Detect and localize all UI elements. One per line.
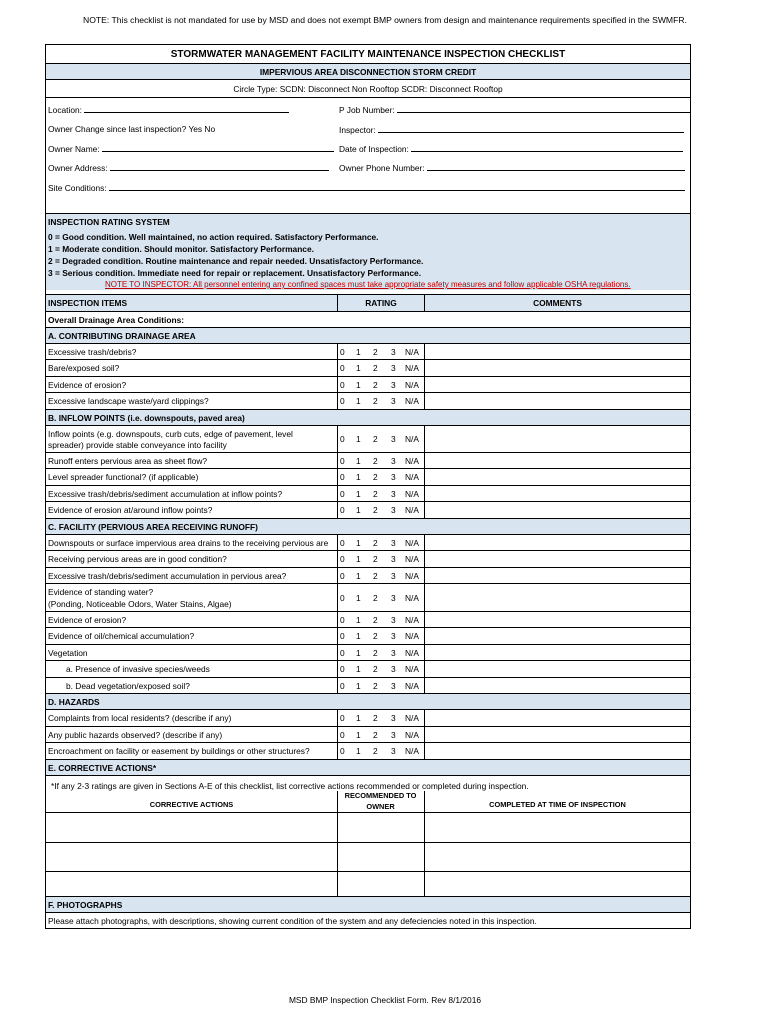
owner-address-line bbox=[110, 162, 329, 171]
rating-option[interactable]: N/A bbox=[405, 680, 419, 691]
comment-cell[interactable] bbox=[425, 612, 690, 627]
item-row bbox=[46, 425, 690, 452]
rating-option[interactable]: 1 bbox=[356, 631, 361, 641]
owner-phone-line bbox=[427, 162, 685, 171]
comment-cell[interactable] bbox=[425, 453, 690, 468]
owner-name-field[interactable] bbox=[48, 143, 334, 154]
rating-option[interactable]: 2 bbox=[373, 537, 378, 548]
item-label: Evidence of erosion? bbox=[48, 614, 127, 625]
rating-option[interactable]: 3 bbox=[391, 537, 396, 548]
rating-option[interactable]: 2 bbox=[373, 647, 378, 658]
rating-option[interactable]: 1 bbox=[356, 488, 361, 499]
rating-option[interactable]: 2 bbox=[373, 396, 378, 406]
rating-option[interactable]: 3 bbox=[391, 729, 396, 740]
p-job-number-line bbox=[397, 104, 691, 113]
rating-option[interactable]: 0 bbox=[340, 396, 345, 406]
comment-cell[interactable] bbox=[425, 535, 690, 550]
rating-option[interactable]: 0 bbox=[340, 472, 345, 482]
p-job-number-field[interactable] bbox=[339, 104, 691, 115]
item-label: Evidence of erosion? bbox=[48, 379, 127, 390]
rating-option[interactable]: N/A bbox=[405, 488, 419, 499]
site-conditions-field[interactable] bbox=[48, 182, 685, 193]
item-label: Downspouts or surface impervious area drains to the receiving pervious are bbox=[48, 537, 329, 548]
rating-option[interactable]: 0 bbox=[340, 647, 345, 658]
comment-cell[interactable] bbox=[425, 393, 690, 409]
rating-option[interactable]: 3 bbox=[391, 647, 396, 658]
col-recommended-line2: OWNER bbox=[366, 802, 395, 811]
rating-option[interactable]: 3 bbox=[391, 379, 396, 390]
rating-option[interactable]: 2 bbox=[373, 729, 378, 740]
rating-option[interactable]: 2 bbox=[373, 680, 378, 691]
rating-option[interactable]: 1 bbox=[356, 363, 361, 373]
item-label: Runoff enters pervious area as sheet flow? bbox=[48, 455, 208, 466]
item-row bbox=[46, 468, 690, 485]
item-row bbox=[46, 501, 690, 518]
item-label: Excessive trash/debris? bbox=[48, 346, 137, 357]
item-label: a. Presence of invasive species/weeds bbox=[66, 664, 210, 674]
rating-option[interactable]: 3 bbox=[391, 396, 396, 406]
item-label: Vegetation bbox=[48, 647, 88, 658]
rating-option[interactable]: N/A bbox=[405, 396, 419, 406]
rating-option[interactable]: 0 bbox=[340, 455, 345, 466]
rating-option[interactable]: 3 bbox=[391, 346, 396, 357]
rating-option[interactable]: 1 bbox=[356, 346, 361, 357]
rating-option[interactable]: N/A bbox=[405, 434, 419, 444]
rating-system-box bbox=[46, 213, 690, 290]
location-field[interactable] bbox=[48, 104, 289, 115]
comment-cell[interactable] bbox=[425, 710, 690, 726]
rating-option[interactable]: 3 bbox=[391, 614, 396, 625]
col-inspection-items: INSPECTION ITEMS bbox=[48, 298, 128, 308]
item-row bbox=[46, 534, 690, 550]
item-row bbox=[46, 611, 690, 627]
col-comments: COMMENTS bbox=[533, 298, 582, 308]
disclaimer-note: NOTE: This checklist is not mandated for use by MSD and does not exempt BMP owners from design and maintenance requirements specified in the SWMFR. bbox=[83, 15, 687, 25]
item-label: Evidence of oil/chemical accumulation? bbox=[48, 631, 195, 641]
item-row bbox=[46, 644, 690, 660]
inspector-line bbox=[378, 124, 684, 133]
corrective-entry-row[interactable] bbox=[46, 812, 690, 842]
location-label: Location: bbox=[48, 105, 82, 115]
checklist-form bbox=[45, 44, 691, 929]
rating-option[interactable]: 1 bbox=[356, 570, 361, 581]
comment-cell[interactable] bbox=[425, 344, 690, 359]
rating-option[interactable]: N/A bbox=[405, 592, 419, 603]
rating-option[interactable]: 1 bbox=[356, 713, 361, 723]
item-label-cont: (Ponding, Noticeable Odors, Water Stains, Algae) bbox=[48, 599, 232, 609]
section-a-heading: A. CONTRIBUTING DRAINAGE AREA bbox=[48, 330, 196, 341]
rating-option[interactable]: 2 bbox=[373, 631, 378, 641]
rating-option[interactable]: 3 bbox=[391, 434, 396, 444]
rating-option[interactable]: 1 bbox=[356, 664, 361, 674]
rating-option[interactable]: N/A bbox=[405, 631, 419, 641]
rating-option[interactable]: 0 bbox=[340, 434, 345, 444]
rating-option[interactable]: 0 bbox=[340, 729, 345, 740]
item-label: Complaints from local residents? (describe if any) bbox=[48, 713, 232, 723]
item-label: Inflow points (e.g. downspouts, curb cuts, edge of pavement, level bbox=[48, 429, 293, 439]
rating-option[interactable]: 0 bbox=[340, 570, 345, 581]
rating-option[interactable]: 0 bbox=[340, 346, 345, 357]
rating-option[interactable]: 1 bbox=[356, 455, 361, 466]
form-subtitle: IMPERVIOUS AREA DISCONNECTION STORM CREDIT bbox=[259, 66, 477, 77]
circle-type: Circle Type: SCDN: Disconnect Non Rooftop SCDR: Disconnect Rooftop bbox=[233, 83, 503, 94]
section-d-heading: D. HAZARDS bbox=[48, 696, 100, 707]
rating-option[interactable]: N/A bbox=[405, 363, 419, 373]
item-label: Any public hazards observed? (describe if any) bbox=[48, 729, 223, 740]
rating-option[interactable]: 0 bbox=[340, 680, 345, 691]
item-row bbox=[46, 550, 690, 567]
corrective-header-row bbox=[46, 791, 690, 812]
rating-option[interactable]: 1 bbox=[356, 434, 361, 444]
photographs-text: Please attach photographs, with descriptions, showing current condition of the system and any defeciencies noted in this inspection. bbox=[48, 916, 537, 926]
rating-option[interactable]: N/A bbox=[405, 647, 419, 658]
section-f-heading-row bbox=[46, 896, 690, 912]
rating-option[interactable]: 3 bbox=[391, 455, 396, 466]
rating-option[interactable]: N/A bbox=[405, 379, 419, 390]
rating-option[interactable]: 0 bbox=[340, 505, 345, 515]
rating-option[interactable]: 2 bbox=[373, 570, 378, 581]
item-label: Excessive trash/debris/sediment accumulation in pervious area? bbox=[48, 570, 287, 581]
date-of-inspection-field[interactable] bbox=[339, 143, 683, 154]
item-row bbox=[46, 627, 690, 644]
rating-option[interactable]: 3 bbox=[391, 631, 396, 641]
col-corrective-actions: CORRECTIVE ACTIONS bbox=[149, 800, 234, 809]
rating-option[interactable]: 0 bbox=[340, 379, 345, 390]
rating-option[interactable]: 2 bbox=[373, 455, 378, 466]
rating-option[interactable]: 0 bbox=[340, 664, 345, 674]
comment-cell[interactable] bbox=[425, 502, 690, 518]
item-row bbox=[46, 567, 690, 583]
rating-option[interactable]: 0 bbox=[340, 592, 345, 603]
col-rating: RATING bbox=[365, 298, 397, 308]
date-of-inspection-label: Date of Inspection: bbox=[339, 144, 409, 154]
inspector-safety-note: NOTE TO INSPECTOR: All personnel entering any confined spaces must take appropriate safety measures and follow applicable OSHA regulations. bbox=[105, 280, 631, 289]
rating-option[interactable]: 3 bbox=[391, 680, 396, 691]
photographs-row bbox=[46, 912, 690, 929]
corrective-note: *If any 2-3 ratings are given in Sections A-E of this checklist, list corrective actions recommended or completed during inspection. bbox=[51, 781, 529, 791]
item-row bbox=[46, 742, 690, 759]
rating-option[interactable]: 1 bbox=[356, 396, 361, 406]
location-line bbox=[84, 104, 289, 113]
rating-option[interactable]: 1 bbox=[356, 505, 361, 515]
rating-option[interactable]: 1 bbox=[356, 592, 361, 603]
section-f-heading: F. PHOTOGRAPHS bbox=[48, 899, 123, 910]
rating-option[interactable]: 2 bbox=[373, 713, 378, 723]
col-recommended-line1: RECOMMENDED TO bbox=[344, 791, 417, 800]
rating-option[interactable]: 2 bbox=[373, 434, 378, 444]
rating-option[interactable]: 1 bbox=[356, 647, 361, 658]
rating-option[interactable]: 0 bbox=[340, 631, 345, 641]
rating-option[interactable]: 2 bbox=[373, 505, 378, 515]
rating-option[interactable]: 2 bbox=[373, 363, 378, 373]
comment-cell[interactable] bbox=[425, 469, 690, 485]
col-completed: COMPLETED AT TIME OF INSPECTION bbox=[489, 800, 626, 809]
comment-cell[interactable] bbox=[425, 645, 690, 660]
rating-option[interactable]: 1 bbox=[356, 554, 361, 564]
rating-option[interactable]: N/A bbox=[405, 664, 419, 674]
rating-option[interactable]: 0 bbox=[340, 363, 345, 373]
comment-cell[interactable] bbox=[425, 377, 690, 392]
rating-option[interactable]: 1 bbox=[356, 680, 361, 691]
corrective-entry-row[interactable] bbox=[46, 871, 690, 896]
section-b-heading-row bbox=[46, 409, 690, 425]
overall-label: Overall Drainage Area Conditions: bbox=[48, 314, 185, 325]
title-row bbox=[46, 45, 690, 63]
rating-line-1: 1 = Moderate condition. Should monitor. Satisfactory Performance. bbox=[48, 244, 314, 254]
comment-cell[interactable] bbox=[425, 628, 690, 644]
rating-line-2: 2 = Degraded condition. Routine maintenance and repair needed. Unsatisfactory Performance. bbox=[48, 256, 424, 266]
owner-name-label: Owner Name: bbox=[48, 144, 100, 154]
owner-address-label: Owner Address: bbox=[48, 163, 108, 173]
rating-option[interactable]: 2 bbox=[373, 488, 378, 499]
rating-option[interactable]: 0 bbox=[340, 488, 345, 499]
section-c-heading-row bbox=[46, 518, 690, 534]
section-e-heading: E. CORRECTIVE ACTIONS* bbox=[48, 762, 157, 773]
rating-option[interactable]: N/A bbox=[405, 505, 419, 515]
section-a-heading-row bbox=[46, 327, 690, 343]
rating-option[interactable]: 2 bbox=[373, 554, 378, 564]
rating-option[interactable]: N/A bbox=[405, 713, 419, 723]
comment-cell[interactable] bbox=[425, 426, 690, 452]
rating-option[interactable]: 2 bbox=[373, 614, 378, 625]
comment-cell[interactable] bbox=[425, 360, 690, 376]
item-label: Bare/exposed soil? bbox=[48, 363, 120, 373]
owner-change-label: Owner Change since last inspection? Yes No bbox=[48, 124, 216, 134]
inspector-label: Inspector: bbox=[339, 125, 376, 135]
rating-option[interactable]: 0 bbox=[340, 746, 345, 756]
item-label: Excessive trash/debris/sediment accumulation at inflow points? bbox=[48, 488, 283, 499]
form-footer: MSD BMP Inspection Checklist Form. Rev 8/1/2016 bbox=[288, 995, 482, 1005]
form-title: STORMWATER MANAGEMENT FACILITY MAINTENANCE INSPECTION CHECKLIST bbox=[170, 48, 566, 60]
rating-option[interactable]: N/A bbox=[405, 537, 419, 548]
comment-cell[interactable] bbox=[425, 743, 690, 759]
item-label-cont: spreader) provide stable conveyance into facility bbox=[48, 440, 227, 450]
rating-option[interactable]: 3 bbox=[391, 713, 396, 723]
comment-cell[interactable] bbox=[425, 486, 690, 501]
rating-line-0: 0 = Good condition. Well maintained, no action required. Satisfactory Performance. bbox=[48, 232, 379, 242]
item-label: Receiving pervious areas are in good condition? bbox=[48, 554, 227, 564]
item-row bbox=[46, 583, 690, 611]
rating-option[interactable]: 1 bbox=[356, 614, 361, 625]
rating-option[interactable]: 3 bbox=[391, 488, 396, 499]
site-conditions-label: Site Conditions: bbox=[48, 183, 107, 193]
rating-option[interactable]: 2 bbox=[373, 592, 378, 603]
owner-address-field[interactable] bbox=[48, 162, 329, 173]
rating-system-heading: INSPECTION RATING SYSTEM bbox=[48, 217, 170, 227]
item-row bbox=[46, 660, 690, 677]
rating-option[interactable]: 3 bbox=[391, 472, 396, 482]
item-row bbox=[46, 677, 690, 693]
rating-option[interactable]: 3 bbox=[391, 592, 396, 603]
rating-option[interactable]: 1 bbox=[356, 746, 361, 756]
item-row bbox=[46, 343, 690, 359]
comment-cell[interactable] bbox=[425, 551, 690, 567]
item-label: Evidence of standing water? bbox=[48, 587, 154, 597]
rating-option[interactable]: 3 bbox=[391, 363, 396, 373]
item-row bbox=[46, 485, 690, 501]
comment-cell[interactable] bbox=[425, 661, 690, 677]
item-label: Level spreader functional? (if applicable) bbox=[48, 472, 199, 482]
inspector-field[interactable] bbox=[339, 124, 684, 135]
comment-cell[interactable] bbox=[425, 678, 690, 693]
rating-option[interactable]: 1 bbox=[356, 472, 361, 482]
overall-row bbox=[46, 311, 690, 327]
corrective-note-row bbox=[46, 775, 690, 791]
rating-option[interactable]: 1 bbox=[356, 537, 361, 548]
rating-option[interactable]: 3 bbox=[391, 554, 396, 564]
rating-option[interactable]: 0 bbox=[340, 537, 345, 548]
rating-option[interactable]: N/A bbox=[405, 554, 419, 564]
p-job-number-label: P Job Number: bbox=[339, 105, 395, 115]
owner-change-field[interactable] bbox=[48, 124, 215, 134]
item-label: Encroachment on facility or easement by buildings or other structures? bbox=[48, 746, 310, 756]
rating-option[interactable]: 3 bbox=[391, 664, 396, 674]
rating-option[interactable]: 0 bbox=[340, 614, 345, 625]
item-row bbox=[46, 359, 690, 376]
item-label: b. Dead vegetation/exposed soil? bbox=[66, 680, 190, 691]
circle-type-row bbox=[46, 79, 690, 97]
corrective-entry-row[interactable] bbox=[46, 842, 690, 871]
rating-option[interactable]: 2 bbox=[373, 472, 378, 482]
item-label: Evidence of erosion at/around inflow points? bbox=[48, 505, 213, 515]
section-c-heading: C. FACILITY (PERVIOUS AREA RECEIVING RUNOFF) bbox=[48, 521, 258, 532]
rating-option[interactable]: 2 bbox=[373, 379, 378, 390]
rating-option[interactable]: 3 bbox=[391, 570, 396, 581]
rating-option[interactable]: 0 bbox=[340, 713, 345, 723]
rating-option[interactable]: 2 bbox=[373, 746, 378, 756]
rating-option[interactable]: N/A bbox=[405, 346, 419, 357]
rating-option[interactable]: N/A bbox=[405, 729, 419, 740]
rating-option[interactable]: 2 bbox=[373, 346, 378, 357]
rating-option[interactable]: N/A bbox=[405, 570, 419, 581]
rating-option[interactable]: 0 bbox=[340, 554, 345, 564]
subtitle-row bbox=[46, 63, 690, 79]
rating-option[interactable]: 1 bbox=[356, 379, 361, 390]
owner-name-line bbox=[102, 143, 334, 152]
rating-option[interactable]: N/A bbox=[405, 455, 419, 466]
comment-cell[interactable] bbox=[425, 568, 690, 583]
rating-option[interactable]: 3 bbox=[391, 746, 396, 756]
item-row bbox=[46, 376, 690, 392]
section-b-heading: B. INFLOW POINTS (i.e. downspouts, paved area) bbox=[48, 412, 245, 423]
rating-option[interactable]: 3 bbox=[391, 505, 396, 515]
site-conditions-line bbox=[109, 182, 685, 191]
item-label: Excessive landscape waste/yard clippings? bbox=[48, 396, 209, 406]
rating-line-3: 3 = Serious condition. Immediate need for repair or replacement. Unsatisfactory Performance. bbox=[48, 268, 422, 278]
item-row bbox=[46, 392, 690, 409]
column-header-row bbox=[46, 294, 690, 311]
item-row bbox=[46, 452, 690, 468]
date-of-inspection-line bbox=[411, 143, 683, 152]
info-fields bbox=[46, 97, 690, 213]
item-row bbox=[46, 709, 690, 726]
item-row bbox=[46, 726, 690, 742]
section-d-heading-row bbox=[46, 693, 690, 709]
rating-option[interactable]: N/A bbox=[405, 746, 419, 756]
section-e-heading-row bbox=[46, 759, 690, 775]
owner-phone-field[interactable] bbox=[339, 162, 685, 173]
comment-cell[interactable] bbox=[425, 584, 690, 611]
rating-option[interactable]: N/A bbox=[405, 472, 419, 482]
owner-phone-label: Owner Phone Number: bbox=[339, 163, 425, 173]
comment-cell[interactable] bbox=[425, 727, 690, 742]
rating-option[interactable]: 2 bbox=[373, 664, 378, 674]
rating-option[interactable]: 1 bbox=[356, 729, 361, 740]
rating-option[interactable]: N/A bbox=[405, 614, 419, 625]
